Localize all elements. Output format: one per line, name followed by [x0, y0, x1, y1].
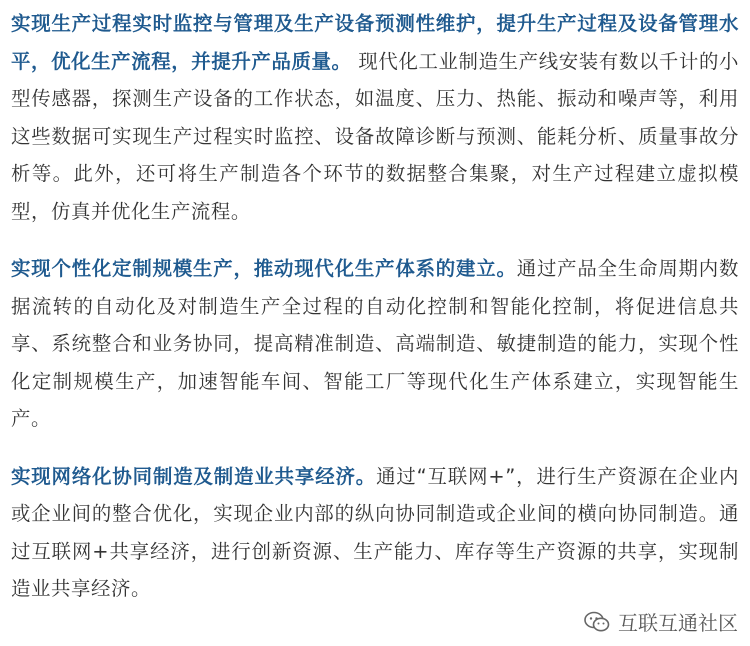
- paragraph-lead: 实现生产过程实时监控与管理及生产设备预测性维护，提升生产过程及设备管理水平，优化生产流程，并提升产品质量。: [11, 12, 739, 73]
- wechat-icon: [584, 611, 610, 633]
- article: [11, 5, 739, 628]
- paragraph-body: 现代化工业制造生产线安装有数以千计的小型传感器，探测生产设备的工作状态，如温度、压力、热能、振动和噪声等，利用这些数据可实现生产过程实时监控、设备故障诊断与预测、能耗分析、质量事故分析等。此外，还可将生产制造各个环节的数据整合集聚，对生产过程建立虚拟模型，仿真并优化生产流程。: [11, 49, 739, 223]
- paragraph-2: [11, 250, 739, 438]
- paragraph-body: 通过“互联网+”，进行生产资源在企业内或企业间的整合优化，实现企业内部的纵向协同制造或企业间的横向协同制造。通过互联网+共享经济，进行创新资源、生产能力、库存等生产资源的共享，实现制造业共享经济。: [11, 464, 739, 600]
- paragraph-1: [11, 5, 739, 230]
- paragraph-body: 通过产品全生命周期内数据流转的自动化及对制造生产全过程的自动化控制和智能化控制，将促进信息共享、系统整合和业务协同，提高精准制造、高端制造、敏捷制造的能力，实现个性化定制规模生产，加速智能车间、智能工厂等现代化生产体系建立，实现智能生产。: [11, 257, 739, 430]
- watermark-text: 互联互通社区: [618, 611, 738, 635]
- paragraph-lead: 实现网络化协同制造及制造业共享经济。: [11, 464, 377, 488]
- paragraph-3: [11, 458, 739, 608]
- paragraph-lead: 实现个性化定制规模生产，推动现代化生产体系的建立。: [11, 257, 517, 280]
- watermark: [584, 607, 738, 636]
